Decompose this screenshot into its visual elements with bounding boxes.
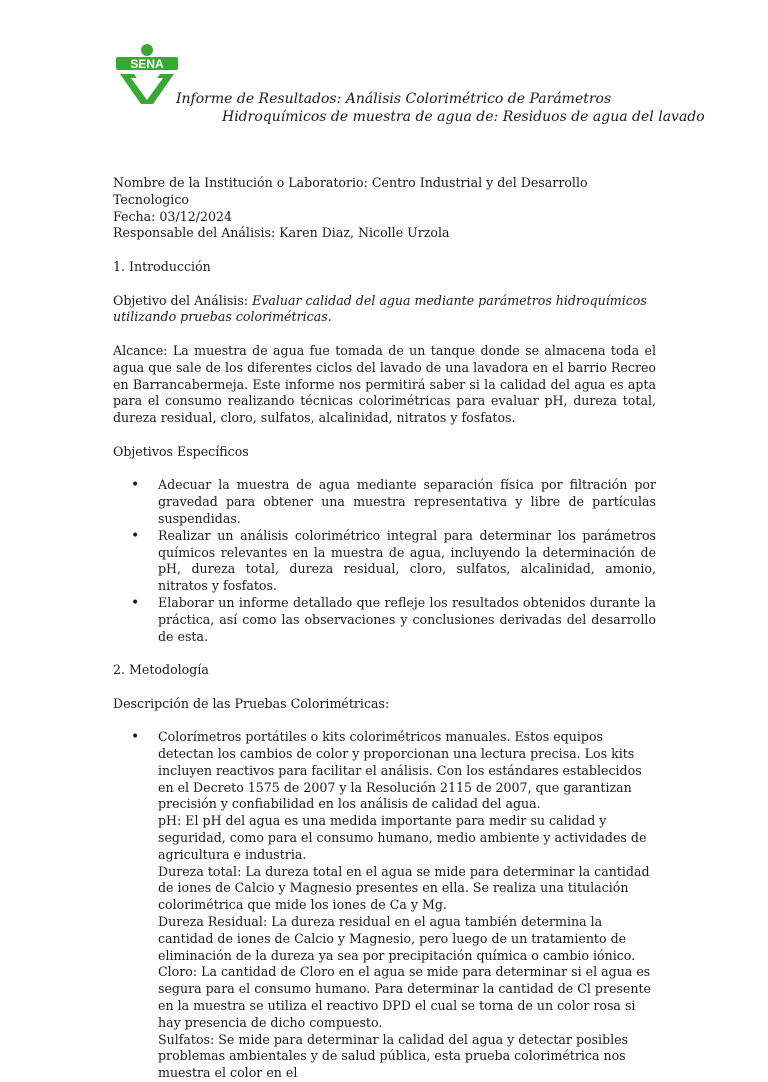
objective-paragraph: Objetivo del Análisis: Evaluar calidad del agua mediante parámetros hidroquímicos utilizando pruebas colorimétricas.	[113, 292, 647, 325]
logo-text: SENA	[130, 57, 164, 71]
sena-logo	[114, 42, 180, 108]
date-line: Fecha: 03/12/2024	[113, 208, 233, 224]
list-item	[113, 729, 656, 1082]
objective-text: Evaluar calidad del agua mediante parámetros hidroquímicos utilizando pruebas colorimétricas	[113, 292, 647, 325]
responsible-line: Responsable del Análisis: Karen Diaz, Nicolle Urzola	[113, 225, 450, 241]
residual-hardness-paragraph: Dureza Residual: La dureza residual en el agua también determina la cantidad de iones de Calcio y Magnesio, pero luego de un tratamiento de eliminación de la dureza ya sea por precipitación química o cambio iónico.	[158, 914, 636, 963]
list-item: • Adecuar la muestra de agua mediante separación física por filtración por gravedad para obtener una muestra representativa y libre de partículas suspendidas.	[113, 477, 656, 527]
scope-paragraph: Alcance: La muestra de agua fue tomada de un tanque donde se almacena toda el agua que sale de los diferentes ciclos del lavado de una lavadora en el barrio Recreo en Barrancabermeja. Este informe nos permitirá saber si la calidad del agua es apta para el consumo realizando técnicas colorimétricas para evaluar pH, dureza total, dureza residual, cloro, sulfatos, alcalinidad, nitratos y fosfatos.	[113, 342, 656, 426]
document-body	[113, 175, 656, 1082]
total-hardness-paragraph: Dureza total: La dureza total en el agua se mide para determinar la cantidad de iones de Calcio y Magnesio presentes en ella. Se realiza una titulación colorimétrica que mide los iones de Ca y Mg.	[158, 863, 650, 913]
list-item: • Realizar un análisis colorimétrico integral para determinar los parámetros químicos relevantes en la muestra de agua, incluyendo la determinación de pH, dureza total, dureza residual, cloro, sulfatos, alcalinidad, amonio, nitratos y fosfatos.	[113, 528, 656, 595]
report-title-line2: Hidroquímicos de muestra de agua de: Residuos de agua del lavado	[222, 109, 705, 125]
methodology-heading: 2. Metodología	[113, 662, 209, 678]
report-title-line1: Informe de Resultados: Análisis Colorimétrico de Parámetros	[176, 91, 612, 107]
description-heading: Descripción de las Pruebas Colorimétricas:	[113, 695, 390, 711]
objective-label: Objetivo del Análisis:	[113, 292, 253, 308]
ph-paragraph: pH: El pH del agua es una medida importante para medir su calidad y seguridad, como para el consumo humano, medio ambiente y actividades de agricultura e industria.	[158, 813, 647, 862]
list-item: • Elaborar un informe detallado que refleje los resultados obtenidos durante la práctica, así como las observaciones y conclusiones derivadas del desarrollo de esta.	[113, 595, 656, 645]
institution-line: Nombre de la Institución o Laboratorio: Centro Industrial y del Desarrollo Tecnologico	[113, 175, 588, 207]
specific-objectives-list	[113, 477, 656, 645]
sulfates-paragraph: Sulfatos: Se mide para determinar la calidad del agua y detectar posibles problemas ambientales y de salud pública, esta prueba colorimétrica nos muestra el color en el	[158, 1031, 629, 1081]
methodology-list	[113, 729, 656, 1082]
colorimeter-paragraph: • Colorímetros portátiles o kits colorimétricos manuales. Estos equipos detectan los cambios de color y proporcionan una lectura precisa. Los kits incluyen reactivos para facilitar el análisis. Con los estándares establecidos en el Decreto 1575 de 2007 y la Resolución 2115 de 2007, que garantizan precisión y confiabilidad en los análisis de calidad del agua.	[158, 729, 642, 812]
specific-objectives-heading: Objetivos Específicos	[113, 443, 249, 459]
introduction-heading: 1. Introducción	[113, 258, 211, 274]
chlorine-paragraph: Cloro: La cantidad de Cloro en el agua se mide para determinar si el agua es segura para el consumo humano. Para determinar la cantidad de Cl presente en la muestra se utiliza el reactivo DPD el cual se torna de un color rosa si hay presencia de dicho compuesto.	[158, 964, 652, 1030]
